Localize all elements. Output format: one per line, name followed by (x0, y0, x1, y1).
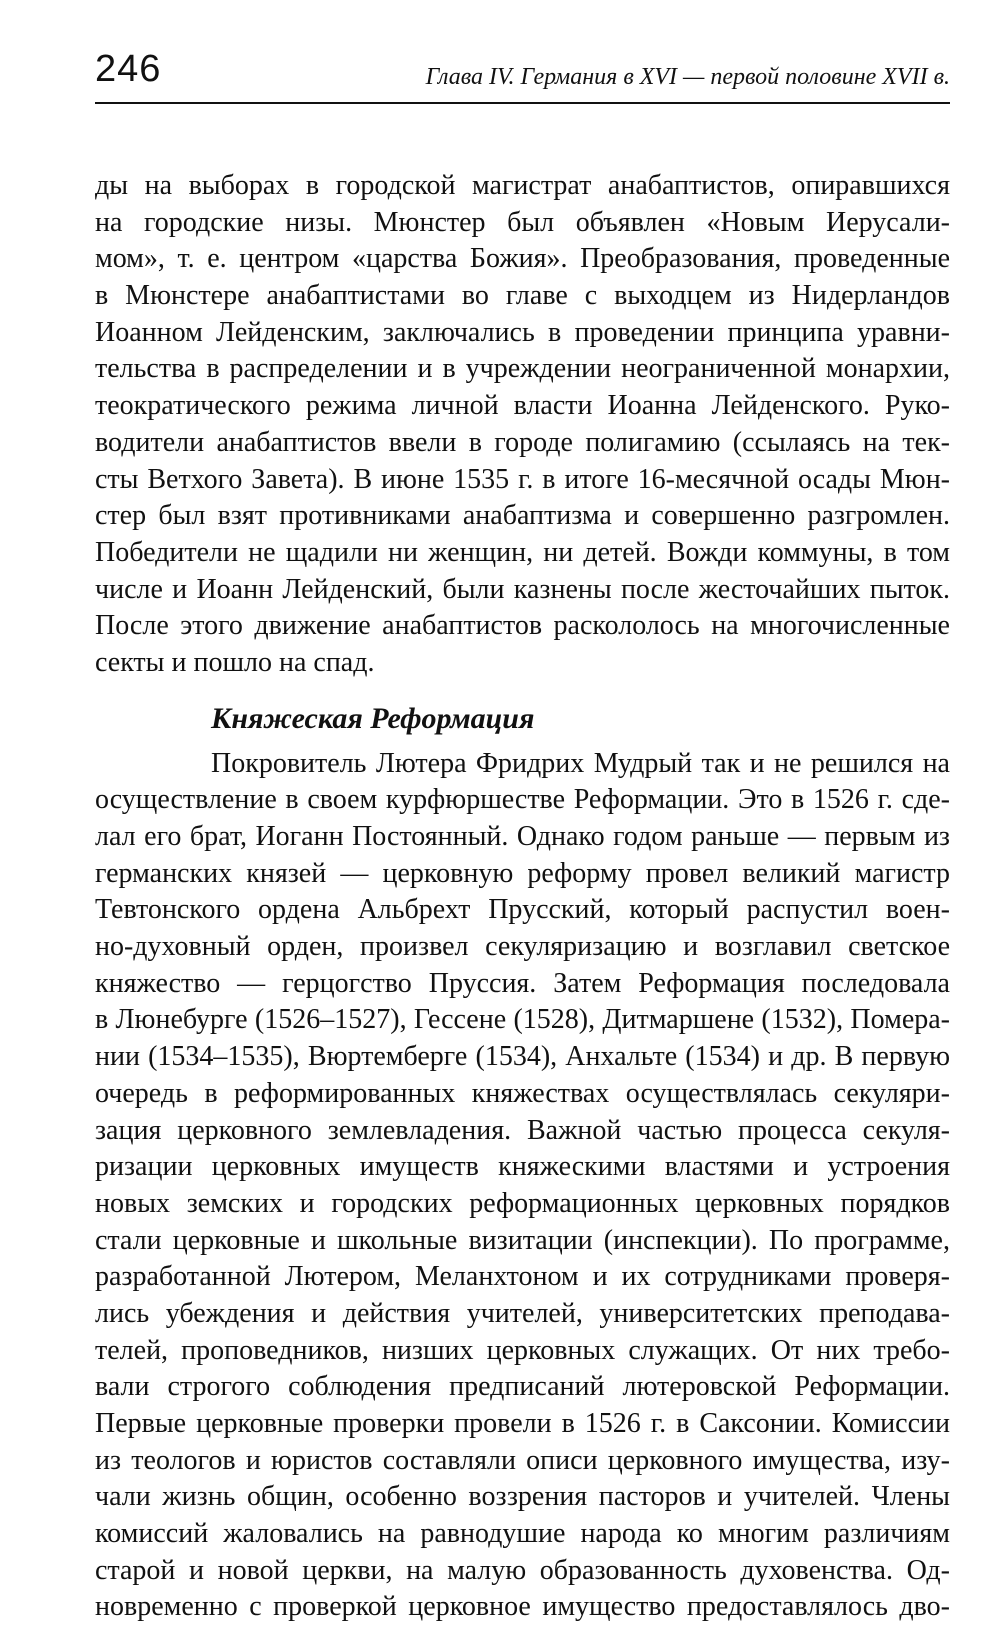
text-line: княжество — герцогство Пруссия. Затем Реформация последовала (95, 967, 950, 999)
section-heading: Княжеская Реформация (211, 701, 535, 735)
text-line: Тевтонского ордена Альбрехт Прусский, который распустил воен- (95, 894, 950, 926)
text-line: лал его брат, Иоганн Постоянный. Однако годом раньше — первым из (95, 821, 950, 852)
paragraph-2 (95, 746, 950, 1626)
text-line: из теологов и юристов составляли описи церковного имущества, изу- (95, 1444, 950, 1476)
text-line: ризации церковных имуществ княжескими властями и устроения (95, 1151, 950, 1183)
text-line: новых земских и городских реформационных церковных порядков (95, 1187, 950, 1219)
text-line: Покровитель Лютера Фридрих Мудрый так и не решился на (211, 747, 950, 779)
text-line: разработанной Лютером, Меланхтоном и их сотрудниками проверя- (95, 1261, 950, 1293)
text-line: очередь в реформированных княжествах осуществлялась секуляри- (95, 1077, 950, 1109)
text-line: мом», т. е. центром «царства Божия». Преобразования, проведенные (95, 243, 950, 275)
text-line: тельства в распределении и в учреждении неограниченной монархии, (95, 353, 950, 385)
text-line: зация церковного землевладения. Важной частью процесса секуля- (95, 1114, 950, 1146)
text-line: новременно с проверкой церковное имущество предоставлялось дво- (95, 1591, 950, 1623)
text-line: стали церковные и школьные визитации (инспекции). По программе, (95, 1224, 950, 1256)
text-line: водители анабаптистов ввели в городе полигамию (ссылаясь на тек- (95, 426, 950, 458)
text-line: Первые церковные проверки провели в 1526 г. в Саксонии. Комиссии (95, 1408, 950, 1439)
text-line: ды на выборах в городской магистрат анабаптистов, опиравшихся (95, 170, 950, 201)
paragraph-1 (95, 168, 950, 682)
chapter-title: Глава IV. Германия в XVI — первой половине XVII в. (425, 64, 950, 90)
text-line: вали строгого соблюдения предписаний лютеровской Реформации. (95, 1371, 950, 1403)
text-line: Иоанном Лейденским, заключались в проведении принципа уравни- (95, 316, 950, 348)
text-line: телей, проповедников, низших церковных служащих. От них требо- (95, 1334, 950, 1366)
text-line: секты и пошло на спад. (95, 646, 375, 678)
text-line: на городские низы. Мюнстер был объявлен «Новым Иерусали- (95, 206, 950, 238)
text-line: теократического режима личной власти Иоанна Лейденского. Руко- (95, 390, 950, 422)
text-line: но-духовный орден, произвел секуляризацию и возглавил светское (95, 931, 950, 963)
text-line: Победители не щадили ни женщин, ни детей. Вожди коммуны, в том (95, 536, 950, 568)
text-line: После этого движение анабаптистов раскололось на многочисленные (95, 610, 950, 642)
text-line: в Люнебурге (1526–1527), Гессене (1528), Дитмаршене (1532), Помера- (95, 1004, 950, 1036)
text-line: в Мюнстере анабаптистами во главе с выходцем из Нидерландов (95, 280, 950, 312)
text-line: нии (1534–1535), Вюртемберге (1534), Анхальте (1534) и др. В первую (95, 1041, 950, 1073)
text-line: лись убеждения и действия учителей, университетских преподава- (95, 1297, 950, 1329)
text-line: старой и новой церкви, на малую образованность духовенства. Од- (95, 1554, 950, 1586)
text-line: чали жизнь общин, особенно воззрения пасторов и учителей. Члены (95, 1481, 950, 1513)
text-line: германских князей — церковную реформу провел великий магистр (95, 857, 950, 889)
book-page (95, 40, 950, 1626)
text-line: осуществление в своем курфюршестве Реформации. Это в 1526 г. сде- (95, 784, 950, 816)
text-line: числе и Иоанн Лейденский, были казнены после жесточайших пыток. (95, 573, 950, 605)
running-header (95, 40, 950, 104)
text-line: комиссий жаловались на равнодушие народа ко многим различиям (95, 1518, 950, 1550)
text-line: стер был взят противниками анабаптизма и совершенно разгромлен. (95, 500, 950, 532)
body-text (95, 168, 950, 1626)
text-line: сты Ветхого Завета). В июне 1535 г. в итоге 16-месячной осады Мюн- (95, 463, 950, 495)
page-number: 246 (95, 48, 162, 90)
